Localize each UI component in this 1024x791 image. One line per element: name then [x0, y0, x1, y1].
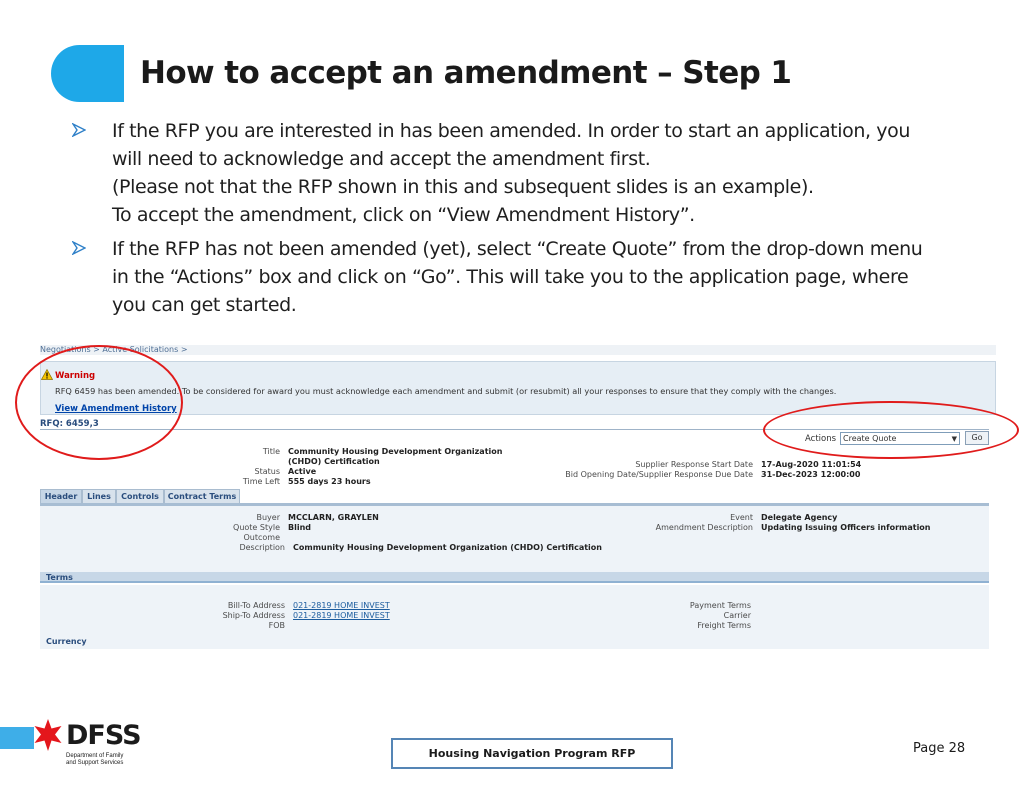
carrier-label: Carrier [723, 611, 751, 620]
logo-text: DFSS [66, 720, 141, 751]
due-date-value: 31-Dec-2023 12:00:00 [761, 470, 861, 479]
bullet-list [72, 117, 972, 319]
start-date-value: 17-Aug-2020 11:01:54 [761, 460, 862, 469]
bill-to-link[interactable]: 021-2819 HOME INVEST [293, 601, 390, 610]
chicago-star-icon [31, 718, 65, 752]
bullet-item [72, 117, 972, 229]
currency-section-header: Currency [46, 637, 87, 646]
chevron-down-icon: ▼ [951, 435, 957, 443]
status-label: Status [254, 467, 280, 476]
rfq-label: RFQ: 6459,3 [40, 419, 99, 429]
logo-subtitle-line: Department of Family [66, 753, 124, 759]
title-value-line-1: Community Housing Development Organization [288, 447, 503, 456]
freight-terms-label: Freight Terms [697, 621, 751, 630]
logo-accent-bar [0, 727, 34, 749]
tab-contract-terms[interactable]: Contract Terms [164, 489, 240, 503]
title-value-line-2: (CHDO) Certification [288, 457, 380, 466]
event-label: Event [730, 513, 753, 522]
quote-style-label: Quote Style [233, 523, 280, 532]
logo-subtitle-line: and Support Services [66, 760, 124, 766]
event-value: Delegate Agency [761, 513, 838, 522]
bullet-line: you can get started. [112, 294, 297, 316]
warning-title: Warning [55, 371, 96, 381]
quote-style-value: Blind [288, 523, 312, 532]
go-button[interactable]: Go [965, 431, 989, 445]
bullet-item [72, 235, 972, 319]
annotation-ellipse-actions [763, 401, 1019, 459]
embedded-screenshot [40, 345, 989, 649]
time-left-label: Time Left [242, 477, 280, 486]
logo-subtitle [66, 753, 146, 767]
payment-terms-label: Payment Terms [689, 601, 751, 610]
amendment-description-label: Amendment Description [655, 523, 753, 532]
title-accent-gap [124, 45, 138, 102]
arrow-bullet-icon [72, 241, 86, 255]
header-panel [40, 506, 989, 572]
fob-label: FOB [268, 621, 285, 630]
actions-selected-value: Create Quote [843, 434, 897, 443]
ship-to-link[interactable]: 021-2819 HOME INVEST [293, 611, 390, 620]
breadcrumb[interactable]: Negotiations > Active Solicitations > [40, 345, 996, 355]
description-value: Community Housing Development Organization (CHDO) Certification [293, 543, 602, 552]
time-left-value: 555 days 23 hours [288, 477, 371, 486]
buyer-label: Buyer [256, 513, 280, 522]
page-number: Page 28 [913, 741, 966, 756]
bullet-line: in the “Actions” box and click on “Go”. This will take you to the application page, where [112, 266, 909, 288]
bullet-line: To accept the amendment, click on “View Amendment History”. [112, 204, 695, 226]
bill-to-label: Bill-To Address [227, 601, 285, 610]
amendment-description-value: Updating Issuing Officers information [761, 523, 931, 532]
bullet-line: (Please not that the RFP shown in this and subsequent slides is an example). [112, 176, 814, 198]
bullet-line: If the RFP you are interested in has been amended. In order to start an application, you [112, 120, 910, 142]
slide-title: How to accept an amendment – Step 1 [140, 55, 792, 91]
outcome-label: Outcome [243, 533, 280, 542]
buyer-value: MCCLARN, GRAYLEN [288, 513, 379, 522]
annotation-ellipse-amendment [15, 345, 183, 460]
footer-program-label: Housing Navigation Program RFP [391, 738, 673, 769]
due-date-label: Bid Opening Date/Supplier Response Due Date [565, 470, 753, 479]
start-date-label: Supplier Response Start Date [635, 460, 753, 469]
arrow-bullet-icon [72, 123, 86, 137]
terms-section-header: Terms [40, 572, 989, 583]
status-value: Active [288, 467, 317, 476]
tab-lines[interactable]: Lines [82, 489, 116, 503]
title-label: Title [262, 447, 280, 456]
terms-panel [40, 585, 989, 649]
tab-header[interactable]: Header [40, 489, 82, 503]
bullet-line: will need to acknowledge and accept the amendment first. [112, 148, 651, 170]
warning-message: RFQ 6459 has been amended. To be considered for award you must acknowledge each amendment and submit (or resubmit) all your responses to ensure that they comply with the changes. [55, 386, 837, 396]
description-label: Description [239, 543, 285, 552]
actions-label: Actions [805, 434, 837, 444]
view-amendment-history-link[interactable]: View Amendment History [55, 404, 177, 414]
ship-to-label: Ship-To Address [222, 611, 285, 620]
tab-controls[interactable]: Controls [116, 489, 164, 503]
bullet-line: If the RFP has not been amended (yet), select “Create Quote” from the drop-down menu [112, 238, 923, 260]
